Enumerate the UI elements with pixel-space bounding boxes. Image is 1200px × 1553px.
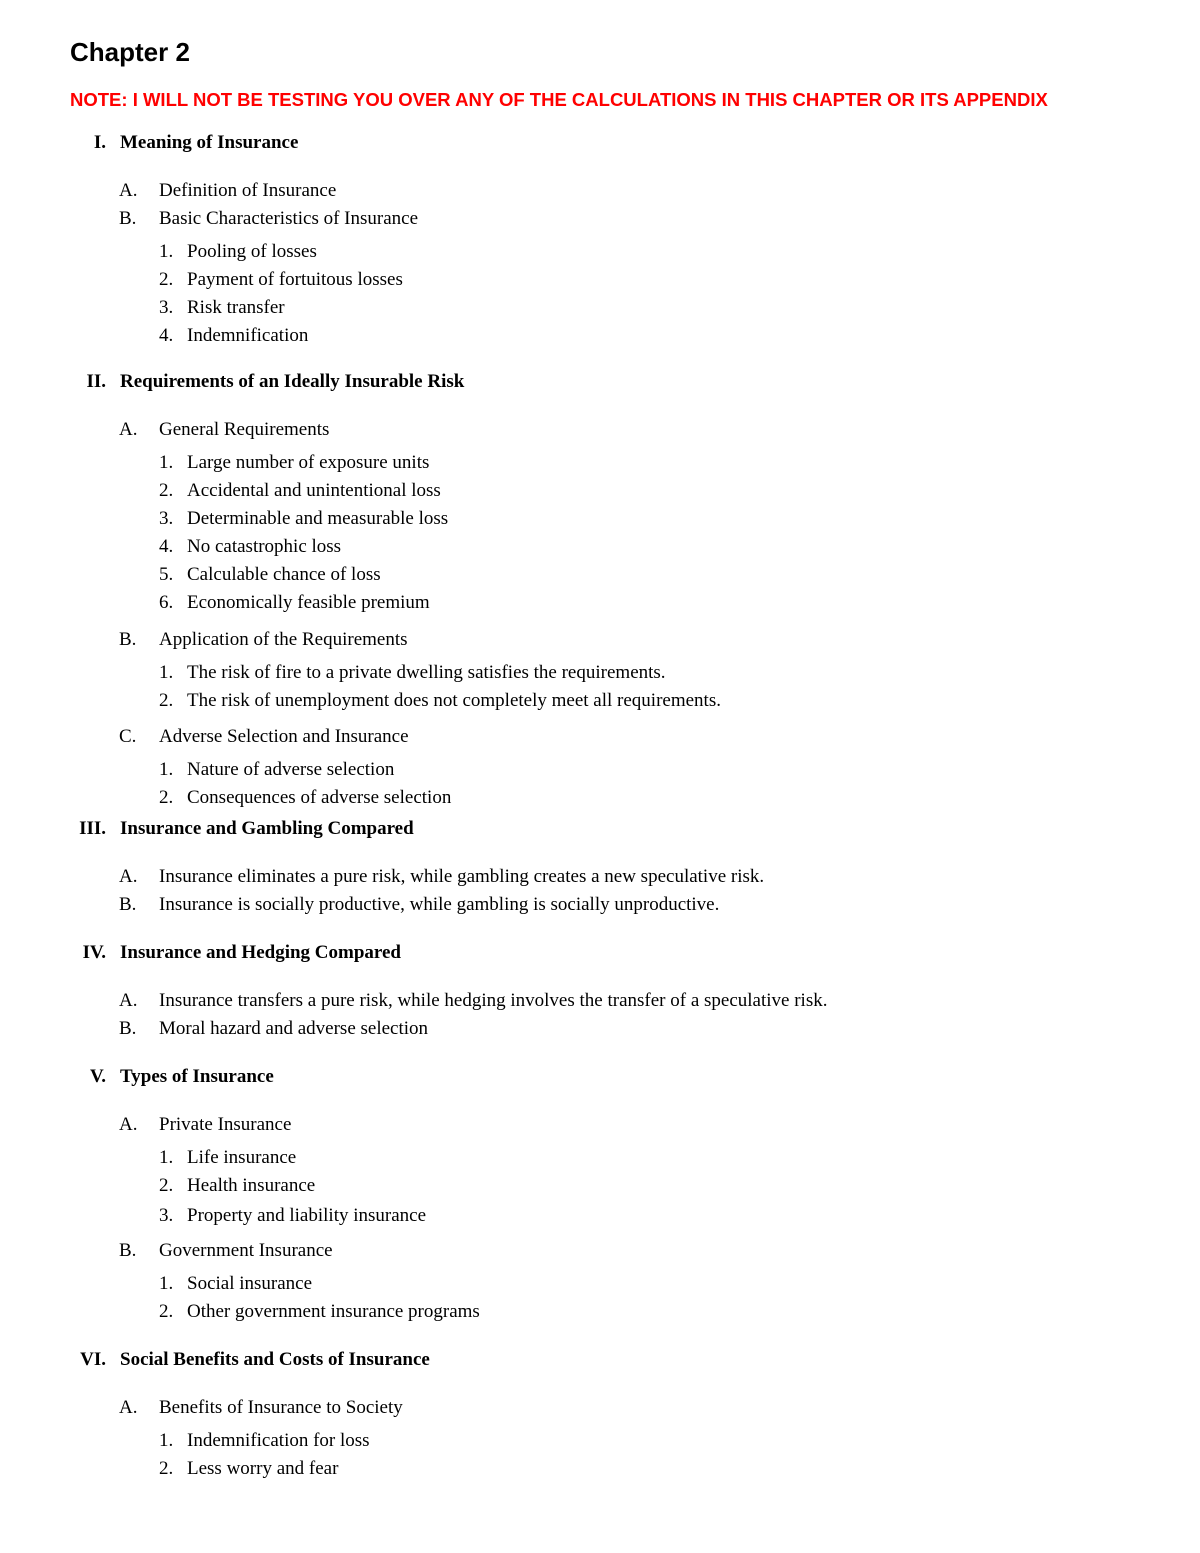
section-number: II.	[86, 371, 106, 392]
section-title: Types of Insurance	[120, 1066, 274, 1087]
section-number: IV.	[82, 942, 106, 963]
subsection-text: Government Insurance	[159, 1240, 333, 1261]
list-item-text: Health insurance	[187, 1175, 316, 1196]
list-item-text: Life insurance	[187, 1147, 297, 1168]
list-item-text: Determinable and measurable loss	[187, 508, 449, 529]
list-item-text: Nature of adverse selection	[187, 759, 395, 780]
subsection-text: Insurance eliminates a pure risk, while gambling creates a new speculative risk.	[159, 866, 765, 887]
list-item-text: The risk of unemployment does not completely meet all requirements.	[187, 690, 721, 711]
section-title: Requirements of an Ideally Insurable Risk	[120, 371, 465, 392]
subsection-text: Definition of Insurance	[159, 180, 337, 201]
list-item-text: Calculable chance of loss	[187, 564, 381, 585]
list-item-number: 2.	[159, 269, 174, 290]
subsection-letter: A.	[119, 1114, 138, 1135]
subsection-text: Adverse Selection and Insurance	[159, 726, 409, 747]
list-item-number: 4.	[159, 536, 174, 557]
list-item-number: 2.	[159, 1458, 174, 1479]
list-item-text: Pooling of losses	[187, 241, 317, 262]
list-item-number: 6.	[159, 592, 174, 613]
subsection-letter: B.	[119, 208, 137, 229]
subsection-letter: A.	[119, 990, 138, 1011]
list-item-text: Less worry and fear	[187, 1458, 339, 1479]
list-item-text: Indemnification for loss	[187, 1430, 370, 1451]
section-title: Social Benefits and Costs of Insurance	[120, 1349, 430, 1370]
list-item-number: 5.	[159, 564, 174, 585]
chapter-title: Chapter 2	[70, 37, 190, 67]
list-item-number: 1.	[159, 662, 174, 683]
subsection-letter: B.	[119, 1240, 137, 1261]
subsection-letter: A.	[119, 180, 138, 201]
subsection-text: Insurance transfers a pure risk, while hedging involves the transfer of a speculative risk.	[159, 990, 828, 1011]
list-item-text: No catastrophic loss	[187, 536, 342, 557]
section-number: VI.	[80, 1349, 106, 1370]
section-title: Insurance and Gambling Compared	[120, 818, 414, 839]
list-item-number: 2.	[159, 690, 174, 711]
section-number: III.	[79, 818, 106, 839]
list-item-number: 1.	[159, 1273, 174, 1294]
list-item-text: Other government insurance programs	[187, 1301, 480, 1322]
list-item-number: 3.	[159, 508, 174, 529]
subsection-letter: A.	[119, 419, 138, 440]
subsection-letter: A.	[119, 866, 138, 887]
subsection-letter: B.	[119, 629, 137, 650]
list-item-number: 1.	[159, 1430, 174, 1451]
subsection-letter: B.	[119, 1018, 137, 1039]
subsection-text: Basic Characteristics of Insurance	[159, 208, 419, 229]
list-item-number: 1.	[159, 452, 174, 473]
list-item-number: 1.	[159, 759, 174, 780]
subsection-text: Insurance is socially productive, while gambling is socially unproductive.	[159, 894, 720, 915]
list-item-text: Payment of fortuitous losses	[187, 269, 403, 290]
list-item-number: 3.	[159, 1205, 174, 1226]
list-item-text: Indemnification	[187, 325, 309, 346]
list-item-text: Economically feasible premium	[187, 592, 430, 613]
list-item-number: 1.	[159, 241, 174, 262]
section-number: V.	[89, 1066, 106, 1087]
list-item-number: 3.	[159, 297, 174, 318]
list-item-number: 2.	[159, 1301, 174, 1322]
list-item-text: Large number of exposure units	[187, 452, 430, 473]
calculations-note: NOTE: I WILL NOT BE TESTING YOU OVER ANY OF THE CALCULATIONS IN THIS CHAPTER OR ITS APPENDIX	[70, 89, 1048, 110]
list-item-text: The risk of fire to a private dwelling satisfies the requirements.	[187, 662, 666, 683]
list-item-number: 4.	[159, 325, 174, 346]
section-number: I.	[93, 132, 106, 153]
list-item-text: Accidental and unintentional loss	[187, 480, 441, 501]
subsection-text: Benefits of Insurance to Society	[159, 1397, 403, 1418]
list-item-number: 2.	[159, 787, 174, 808]
list-item-number: 2.	[159, 1175, 174, 1196]
list-item-number: 1.	[159, 1147, 174, 1168]
list-item-text: Consequences of adverse selection	[187, 787, 452, 808]
list-item-text: Property and liability insurance	[187, 1205, 427, 1226]
list-item-text: Risk transfer	[187, 297, 285, 318]
subsection-text: General Requirements	[159, 419, 330, 440]
subsection-letter: B.	[119, 894, 137, 915]
subsection-text: Application of the Requirements	[159, 629, 408, 650]
subsection-text: Moral hazard and adverse selection	[159, 1018, 429, 1039]
section-title: Insurance and Hedging Compared	[120, 942, 402, 963]
subsection-letter: A.	[119, 1397, 138, 1418]
list-item-text: Social insurance	[187, 1273, 313, 1294]
list-item-number: 2.	[159, 480, 174, 501]
subsection-letter: C.	[119, 726, 137, 747]
section-title: Meaning of Insurance	[120, 132, 299, 153]
subsection-text: Private Insurance	[159, 1114, 292, 1135]
